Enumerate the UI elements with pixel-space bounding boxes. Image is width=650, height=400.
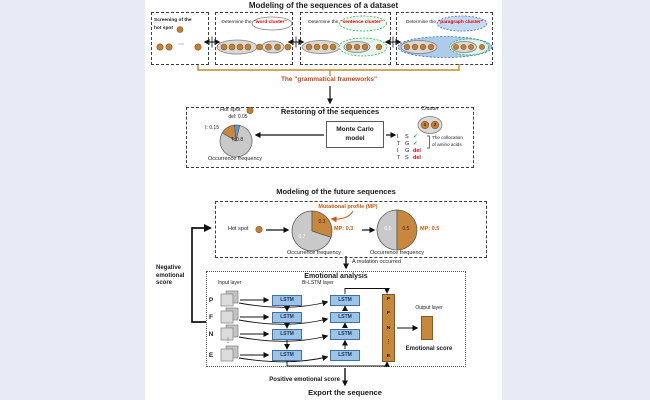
residue-b: S (405, 155, 409, 161)
emotional-score-label: Emotional score (405, 346, 453, 352)
title-restoring: Restoring of the sequences (280, 107, 380, 116)
residue-b: S (405, 134, 409, 140)
pie-t-label: T: 0.8 (230, 137, 244, 143)
pie2-orange-value: 0.5 (402, 225, 410, 232)
monte-carlo-line2: model (345, 134, 365, 142)
lstm-backward-1: LSTM (330, 295, 360, 306)
pie1-orange-value: 0.3 (318, 218, 326, 225)
determine-label: Determine the (221, 19, 252, 25)
occurrence-frequency-label: Occurrence frequency (207, 155, 263, 162)
input-letter-f: F (209, 313, 213, 321)
occurrence-frequency-label: Occurrence frequency (286, 250, 342, 256)
pie1-gray-value: 0.7 (298, 233, 306, 240)
lstm-backward-4: LSTM (330, 350, 360, 361)
sentence-cluster-header (301, 20, 390, 25)
residue-a: I (397, 148, 399, 154)
mutation-occurred-label: A mutation occurred (352, 259, 401, 265)
collocation-note-line2: of amino acids (432, 141, 462, 147)
cluster-dot2-label: 2 (433, 122, 437, 127)
fusion-letter: F (387, 311, 390, 317)
lstm-backward-3: LSTM (330, 329, 360, 340)
mp2-label: MP: 0.5 (420, 226, 440, 232)
fusion-vector-box (382, 294, 395, 362)
output-box (421, 316, 433, 340)
del-mark: del (413, 148, 421, 154)
residue-a: I (397, 134, 399, 140)
export-sequence-label: Export the sequence (308, 388, 382, 397)
lstm-forward-3: LSTM (272, 329, 302, 340)
word-cluster-header (216, 20, 292, 25)
negative-score-label (156, 265, 184, 288)
frameworks-label: The "grammatical frameworks" (280, 75, 378, 83)
lstm-forward-2: LSTM (272, 312, 302, 323)
hotspot-legend-label: Hot spot (220, 106, 241, 113)
negative-line3: score (156, 280, 173, 286)
positive-score-label: Positive emotional score (269, 377, 340, 383)
lstm-forward-4: LSTM (272, 350, 302, 361)
screening-line2: hot spot (154, 25, 173, 31)
determine-label: Determine the (308, 19, 339, 25)
lstm-forward-1: LSTM (272, 295, 302, 306)
del-mark: del (413, 155, 421, 161)
collocation-row (397, 141, 429, 148)
occurrence-frequency-label: Occurrence frequency (369, 250, 425, 256)
hotspot-future-label: Hot spot (228, 225, 249, 232)
fusion-vdots: ⋮ (386, 339, 391, 345)
check-mark: ✓ (413, 134, 418, 140)
pie2-gray-value: 0.5 (384, 225, 392, 232)
cluster-label: Cluster (421, 105, 439, 112)
cluster-dot1-label: 1 (423, 122, 427, 127)
bilstm-layer-label: Bi-LSTM layer (302, 280, 334, 286)
determine-label: Determine the (405, 19, 437, 25)
title-emotional: Emotional analysis (304, 273, 368, 280)
pie-del-label: del: 0.05 (228, 113, 248, 120)
residue-a: T (397, 155, 401, 161)
screening-line1: Screening of the (154, 17, 192, 23)
collocation-note-line1: The collocation (432, 134, 463, 140)
collocation-row (397, 134, 429, 141)
sentence-cluster-label: "sentence cluster" (340, 19, 383, 25)
mp1-label: MP: 0.3 (334, 226, 354, 232)
input-vdots: ⋮ (225, 338, 231, 344)
fusion-letter: E (386, 354, 391, 359)
negative-line2: emotional (156, 272, 185, 279)
monte-carlo-box (326, 121, 384, 148)
input-letter-p: P (208, 296, 214, 304)
input-layer-label: Input layer (218, 280, 242, 286)
dots-ellipsis: ⋯ (178, 42, 184, 48)
pie-i-label: I: 0.15 (205, 125, 219, 131)
input-letter-n: N (208, 330, 214, 338)
title-dataset: Modeling of the sequences of a dataset (248, 1, 399, 10)
residue-b: G (405, 148, 410, 154)
input-letter-e: E (208, 351, 214, 359)
title-future: Modeling of the future sequences (276, 187, 396, 196)
mutational-profile-label: Mutational profile (MP) (318, 203, 378, 210)
residue-b: G (405, 141, 410, 147)
lstm-backward-2: LSTM (330, 312, 360, 323)
paragraph-cluster-header (397, 20, 492, 25)
residue-a: T (397, 141, 401, 147)
fusion-letter: N (386, 325, 391, 331)
word-cluster-label: "word cluster" (253, 19, 287, 25)
frameworks-brace (198, 64, 459, 76)
fusion-letter: P (386, 297, 391, 302)
collocation-row (397, 155, 429, 162)
monte-carlo-line1: Monte Carlo (336, 126, 374, 134)
collocation-row (397, 148, 429, 155)
output-layer-label: Output layer (415, 305, 443, 311)
check-mark: ✓ (413, 141, 418, 147)
negative-line1: Negative (156, 265, 182, 271)
paragraph-cluster-label: "paragraph cluster" (438, 19, 484, 25)
